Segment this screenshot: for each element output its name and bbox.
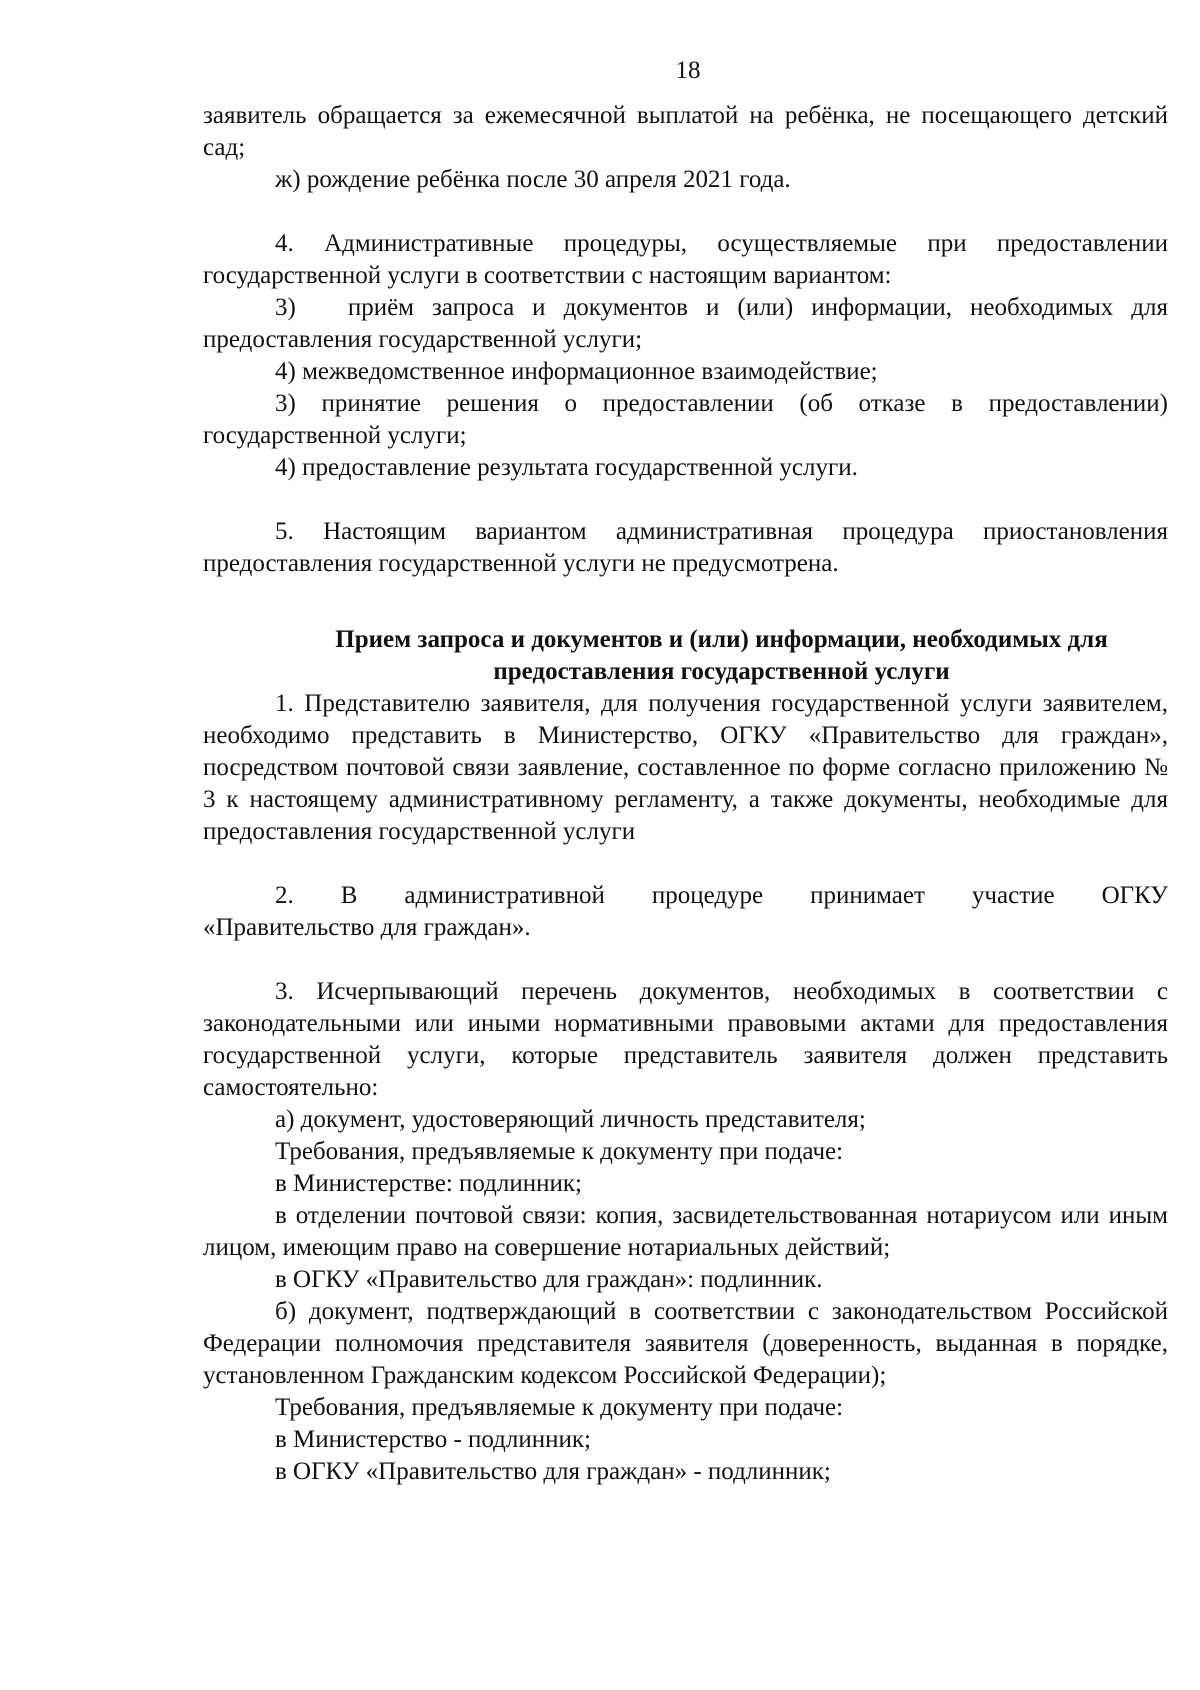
word: принимает [810, 882, 925, 909]
justified-line [203, 880, 1168, 912]
paragraph: Требования, предъявляемые к документу при подаче: [275, 1394, 844, 1421]
spacer [203, 196, 1168, 228]
paragraph: заявитель обращается за ежемесячной выплатой на ребёнка, не посещающего детский сад; [203, 102, 1168, 161]
list-number: 3) [275, 294, 296, 321]
list-text: приём запроса и документов и (или) информации, необходимых для предоставления государственной услуги; [203, 294, 1168, 353]
spacer [203, 484, 1168, 516]
paragraph: в ОГКУ «Правительство для граждан»: подлинник. [275, 1266, 823, 1293]
paragraph: 1. Представителю заявителя, для получения государственной услуги заявителем, необходимо представить в Министерство, ОГКУ «Правительство для граждан», посредством почтовой связи заявление, составленное по форме согласно приложению № 3 к настоящему административному регламенту, а также документы, необходимые для предоставления государственной услуги [203, 690, 1168, 845]
paragraph: 3. Исчерпывающий перечень документов, необходимых в соответствии с законодательными или иными нормативными правовыми актами для предоставления государственной услуги, которые представитель заявителя должен представить самостоятельно: [203, 978, 1168, 1101]
spacer [203, 848, 1168, 880]
word: процедуре [651, 882, 764, 909]
paragraph: б) документ, подтверждающий в соответствии с законодательством Российской Федерации полномочия представителя заявителя (доверенность, выданная в порядке, установленном Гражданским кодексом Российской Федерации); [203, 1298, 1168, 1389]
paragraph: а) документ, удостоверяющий личность представителя; [275, 1106, 866, 1133]
paragraph: в Министерство - подлинник; [275, 1426, 591, 1453]
paragraph: 3) принятие решения о предоставлении (об отказе в предоставлении) государственной услуги; [203, 390, 1168, 449]
paragraph: в Министерстве: подлинник; [275, 1170, 582, 1197]
paragraph: в ОГКУ «Правительство для граждан» - подлинник; [275, 1458, 831, 1485]
word: 2. [275, 882, 294, 909]
page-number: 18 [675, 57, 701, 84]
word: ОГКУ [1101, 882, 1168, 909]
paragraph: 4) межведомственное информационное взаимодействие; [275, 358, 878, 385]
paragraph: «Правительство для граждан». [203, 914, 531, 941]
word: В [340, 882, 358, 909]
word: участие [971, 882, 1055, 909]
section-heading: Прием запроса и документов и (или) информации, необходимых для предоставления государственной услуги [335, 626, 1108, 685]
paragraph: Требования, предъявляемые к документу при подаче: [275, 1138, 844, 1165]
paragraph: 5. Настоящим вариантом административная процедура приостановления предоставления государственной услуги не предусмотрена. [203, 518, 1168, 577]
paragraph: 4. Административные процедуры, осуществляемые при предоставлении государственной услуги в соответствии с настоящим вариантом: [203, 230, 1168, 289]
paragraph: 4) предоставление результата государственной услуги. [275, 454, 858, 481]
paragraph: ж) рождение ребёнка после 30 апреля 2021 года. [275, 166, 791, 193]
word: административной [404, 882, 605, 909]
paragraph [203, 292, 1168, 356]
document-body [203, 100, 1168, 1488]
spacer [203, 580, 1168, 624]
spacer [203, 944, 1168, 976]
paragraph: в отделении почтовой связи: копия, засвидетельствованная нотариусом или иным лицом, имеющим право на совершение нотариальных действий; [203, 1202, 1168, 1261]
